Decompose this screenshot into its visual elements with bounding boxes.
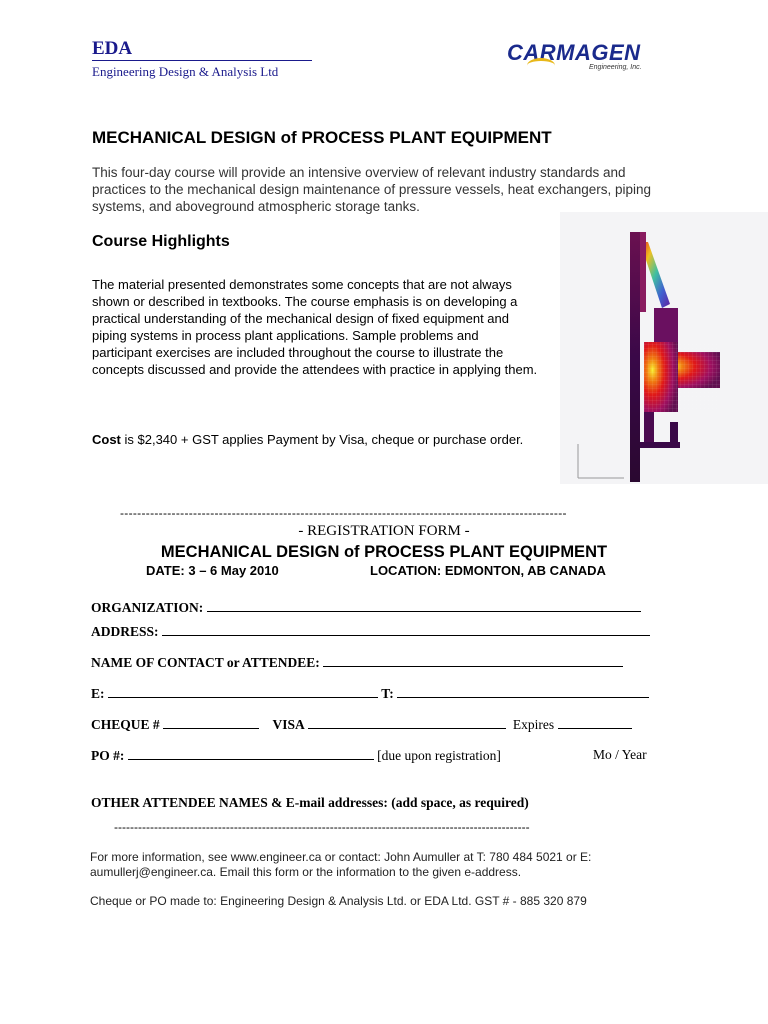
expires-field[interactable] — [558, 716, 632, 729]
event-location: LOCATION: EDMONTON, AB CANADA — [370, 563, 606, 578]
registration-label: - REGISTRATION FORM - — [298, 523, 470, 539]
po-row — [91, 747, 501, 764]
contact-label: NAME OF CONTACT or ATTENDEE: — [91, 655, 320, 670]
email-phone-row — [91, 685, 649, 702]
divider-top: -------------------------------------------------------------------------------------------------------- — [120, 506, 567, 520]
other-attendees-label: OTHER ATTENDEE NAMES & E-mail addresses: (add space, as required) — [91, 795, 529, 810]
payment-row — [91, 716, 632, 733]
email-label: E: — [91, 686, 105, 701]
logo-swoosh-icon — [527, 58, 555, 73]
highlights-paragraph: The material presented demonstrates some concepts that are not always shown or described in textbooks. The course emphasis is on developing a practical understanding of the mechanical design of fixed equipment and piping systems in process plant applications. Sample problems and participant exercises are included throughout the course to illustrate the concepts discussed and provide the attendees with practice in applying them. — [92, 277, 538, 377]
due-note: [due upon registration] — [377, 748, 501, 763]
visa-label: VISA — [272, 717, 305, 732]
mo-year-label: Mo / Year — [593, 747, 647, 762]
cheque-field[interactable] — [163, 716, 259, 729]
logo-subtitle: Engineering, Inc. — [589, 64, 642, 71]
payable-info: Cheque or PO made to: Engineering Design & Analysis Ltd. or EDA Ltd. GST # - 885 320 879 — [90, 894, 587, 908]
eda-subtitle: Engineering Design & Analysis Ltd — [92, 64, 279, 79]
address-field[interactable] — [162, 623, 650, 636]
divider-bottom: -------------------------------------------------------------------------------------------------------- — [114, 820, 530, 834]
highlights-heading: Course Highlights — [92, 233, 230, 250]
eda-underline — [92, 60, 312, 61]
po-label: PO #: — [91, 748, 125, 763]
address-label: ADDRESS: — [91, 624, 159, 639]
address-row — [91, 623, 650, 640]
expires-label: Expires — [512, 717, 555, 732]
visa-field[interactable] — [308, 716, 506, 729]
organization-label: ORGANIZATION: — [91, 600, 204, 615]
cost-text: is $2,340 + GST applies Payment by Visa, cheque or purchase order. — [120, 432, 524, 447]
fea-stress-image — [560, 212, 768, 484]
contact-info: For more information, see www.engineer.ca or contact: John Aumuller at T: 780 484 5021 or E: aumullerj@engineer.ca. Email this form or the information to the given e-address. — [90, 850, 592, 879]
cheque-label: CHEQUE # — [91, 717, 160, 732]
contact-row — [91, 654, 623, 671]
carmagen-logo — [503, 40, 683, 76]
eda-title: EDA — [92, 38, 133, 59]
registration-title: MECHANICAL DESIGN of PROCESS PLANT EQUIPMENT — [160, 543, 608, 561]
phone-label: T: — [381, 686, 394, 701]
event-date: DATE: 3 – 6 May 2010 — [146, 563, 279, 578]
organization-row — [91, 599, 641, 616]
intro-paragraph: This four-day course will provide an intensive overview of relevant industry standards and practices to the mechanical design maintenance of pressure vessels, heat exchangers, piping systems, and aboveground atmospheric storage tanks. — [92, 165, 652, 214]
po-field[interactable] — [128, 747, 374, 760]
contact-field[interactable] — [323, 654, 623, 667]
email-field[interactable] — [108, 685, 378, 698]
phone-field[interactable] — [397, 685, 649, 698]
cost-label: Cost — [92, 432, 121, 447]
organization-field[interactable] — [207, 599, 641, 612]
cost-paragraph — [92, 431, 542, 448]
page-title: MECHANICAL DESIGN of PROCESS PLANT EQUIPMENT — [92, 128, 552, 147]
logo-text: CARMAGEN — [507, 40, 641, 65]
